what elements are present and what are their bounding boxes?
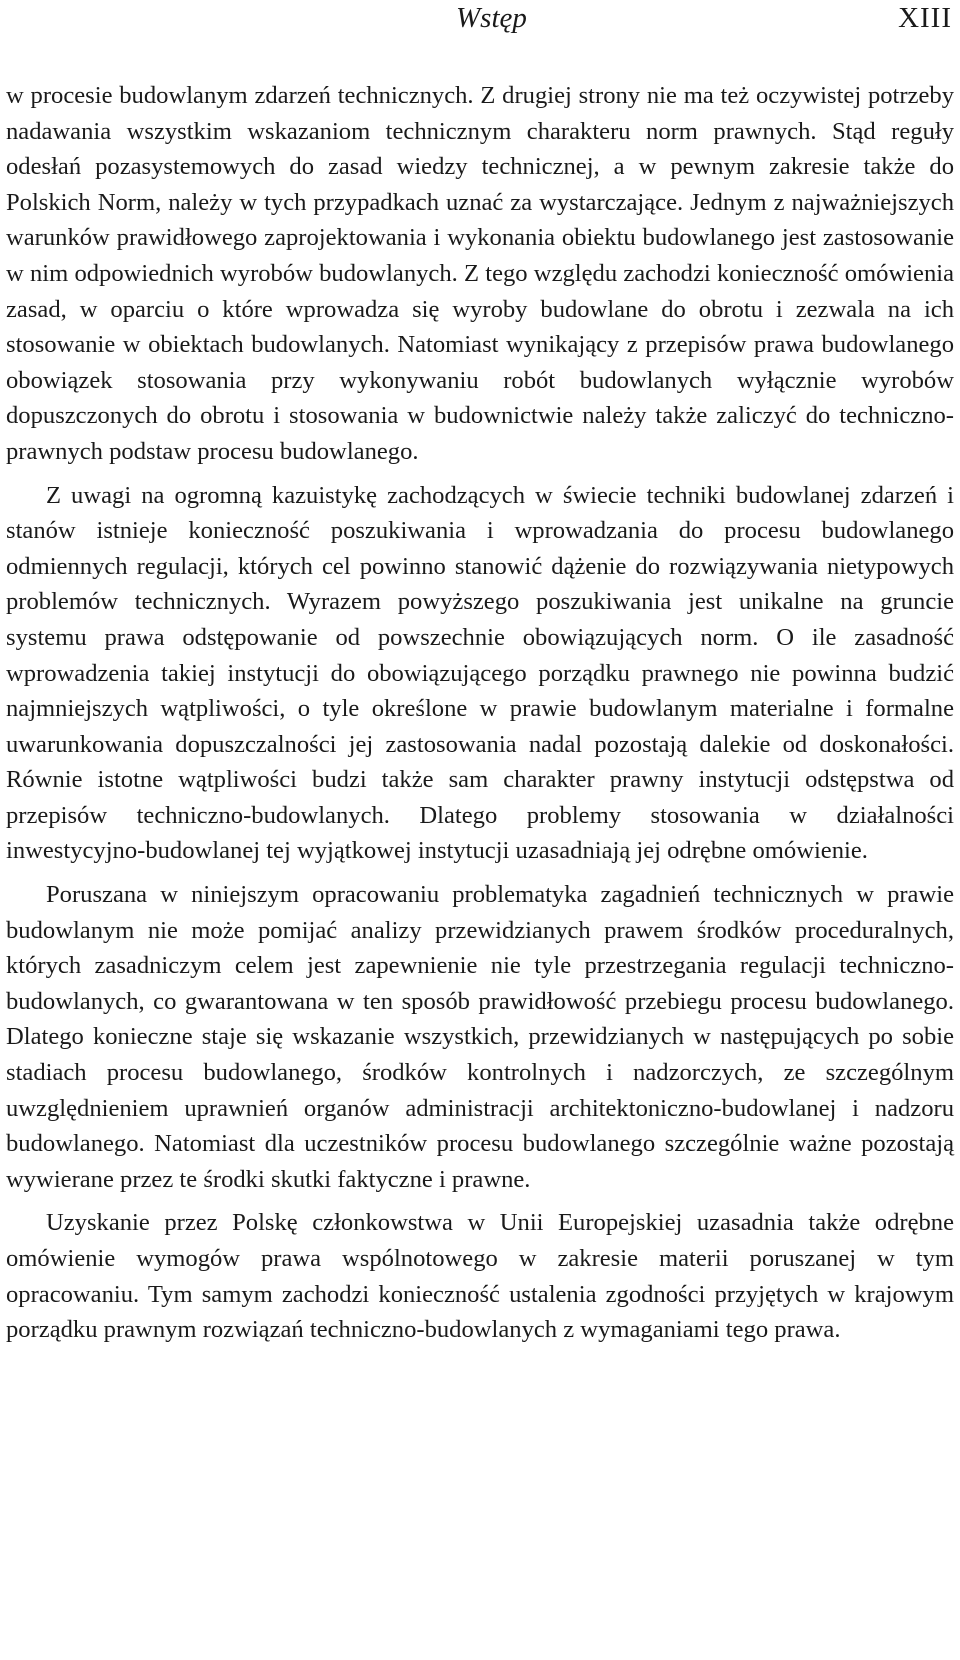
paragraph-1: w procesie budowlanym zdarzeń technicznych. Z drugiej strony nie ma też oczywistej potrzeby nadawania wszystkim wskazaniom technicznym charakteru norm prawnych. Stąd reguły odesłań pozasystemowych do zasad wiedzy technicznej, a w pewnym zakresie także do Polskich Norm, należy w tych przypadkach uznać za wystarczające. Jednym z najważniejszych warunków prawidłowego zaprojektowania i wykonania obiektu budowlanego jest zastosowanie w nim odpowiednich wyrobów budowlanych. Z tego względu zachodzi konieczność omówienia zasad, w oparciu o które wprowadza się wyroby budowlane do obrotu i zezwala na ich stosowanie w obiektach budowlanych. Natomiast wynikający z przepisów prawa budowlanego obowiązek stosowania przy wykonywaniu robót budowlanych wyłącznie wyrobów dopuszczonych do obrotu i stosowania w budownictwie należy także zaliczyć do techniczno-prawnych podstaw procesu budowlanego. (6, 82, 954, 465)
paragraph-2: Z uwagi na ogromną kazuistykę zachodzących w świecie techniki budowlanej zdarzeń i stanów istnieje konieczność poszukiwania i wprowadzania do procesu budowlanego odmiennych regulacji, których cel powinno stanowić dążenie do rozwiązywania nietypowych problemów technicznych. Wyrazem powyższego poszukiwania jest unikalne na gruncie systemu prawa odstępowanie od powszechnie obowiązujących norm. O ile zasadność wprowadzenia takiej instytucji do obowiązującego porządku prawnego nie powinna budzić najmniejszych wątpliwości, o tyle określone w prawie budowlanym materialne i formalne uwarunkowania dopuszczalności jej zastosowania nadal pozostają dalekie od doskonałości. Równie istotne wątpliwości budzi także sam charakter prawny instytucji odstępstwa od przepisów techniczno-budowlanych. Dlatego problemy stosowania w działalności inwestycyjno-budowlanej tej wyjątkowej instytucji uzasadniają jej odrębne omówienie. (6, 481, 954, 865)
body-text (6, 78, 954, 1348)
paragraph-3: Poruszana w niniejszym opracowaniu problematyka zagadnień technicznych w prawie budowlanym nie może pomijać analizy przewidzianych prawem środków proceduralnych, których zasadniczym celem jest zapewnienie nie tyle przestrzegania regulacji techniczno-budowlanych, co gwarantowana w ten sposób prawidłowość przebiegu procesu budowlanego. Dlatego konieczne staje się wskazanie wszystkich, przewidzianych w następujących po sobie stadiach procesu budowlanego, środków kontrolnych i nadzorczych, ze szczególnym uwzględnieniem uprawnień organów administracji architektoniczno-budowlanej i nadzoru budowlanego. Natomiast dla uczestników procesu budowlanego szczególnie ważne pozostają wywierane przez te środki skutki faktyczne i prawne. (6, 881, 954, 1193)
page-number: XIII (898, 2, 952, 34)
paragraph-4: Uzyskanie przez Polskę członkowstwa w Unii Europejskiej uzasadnia także odrębne omówienie wymogów prawa wspólnotowego w zakresie materii poruszanej w tym opracowaniu. Tym samym zachodzi konieczność ustalenia zgodności przyjętych w krajowym porządku prawnym rozwiązań techniczno-budowlanych z wymaganiami tego prawa. (6, 1209, 954, 1344)
running-header (6, 0, 954, 46)
running-title: Wstęp (456, 2, 527, 34)
